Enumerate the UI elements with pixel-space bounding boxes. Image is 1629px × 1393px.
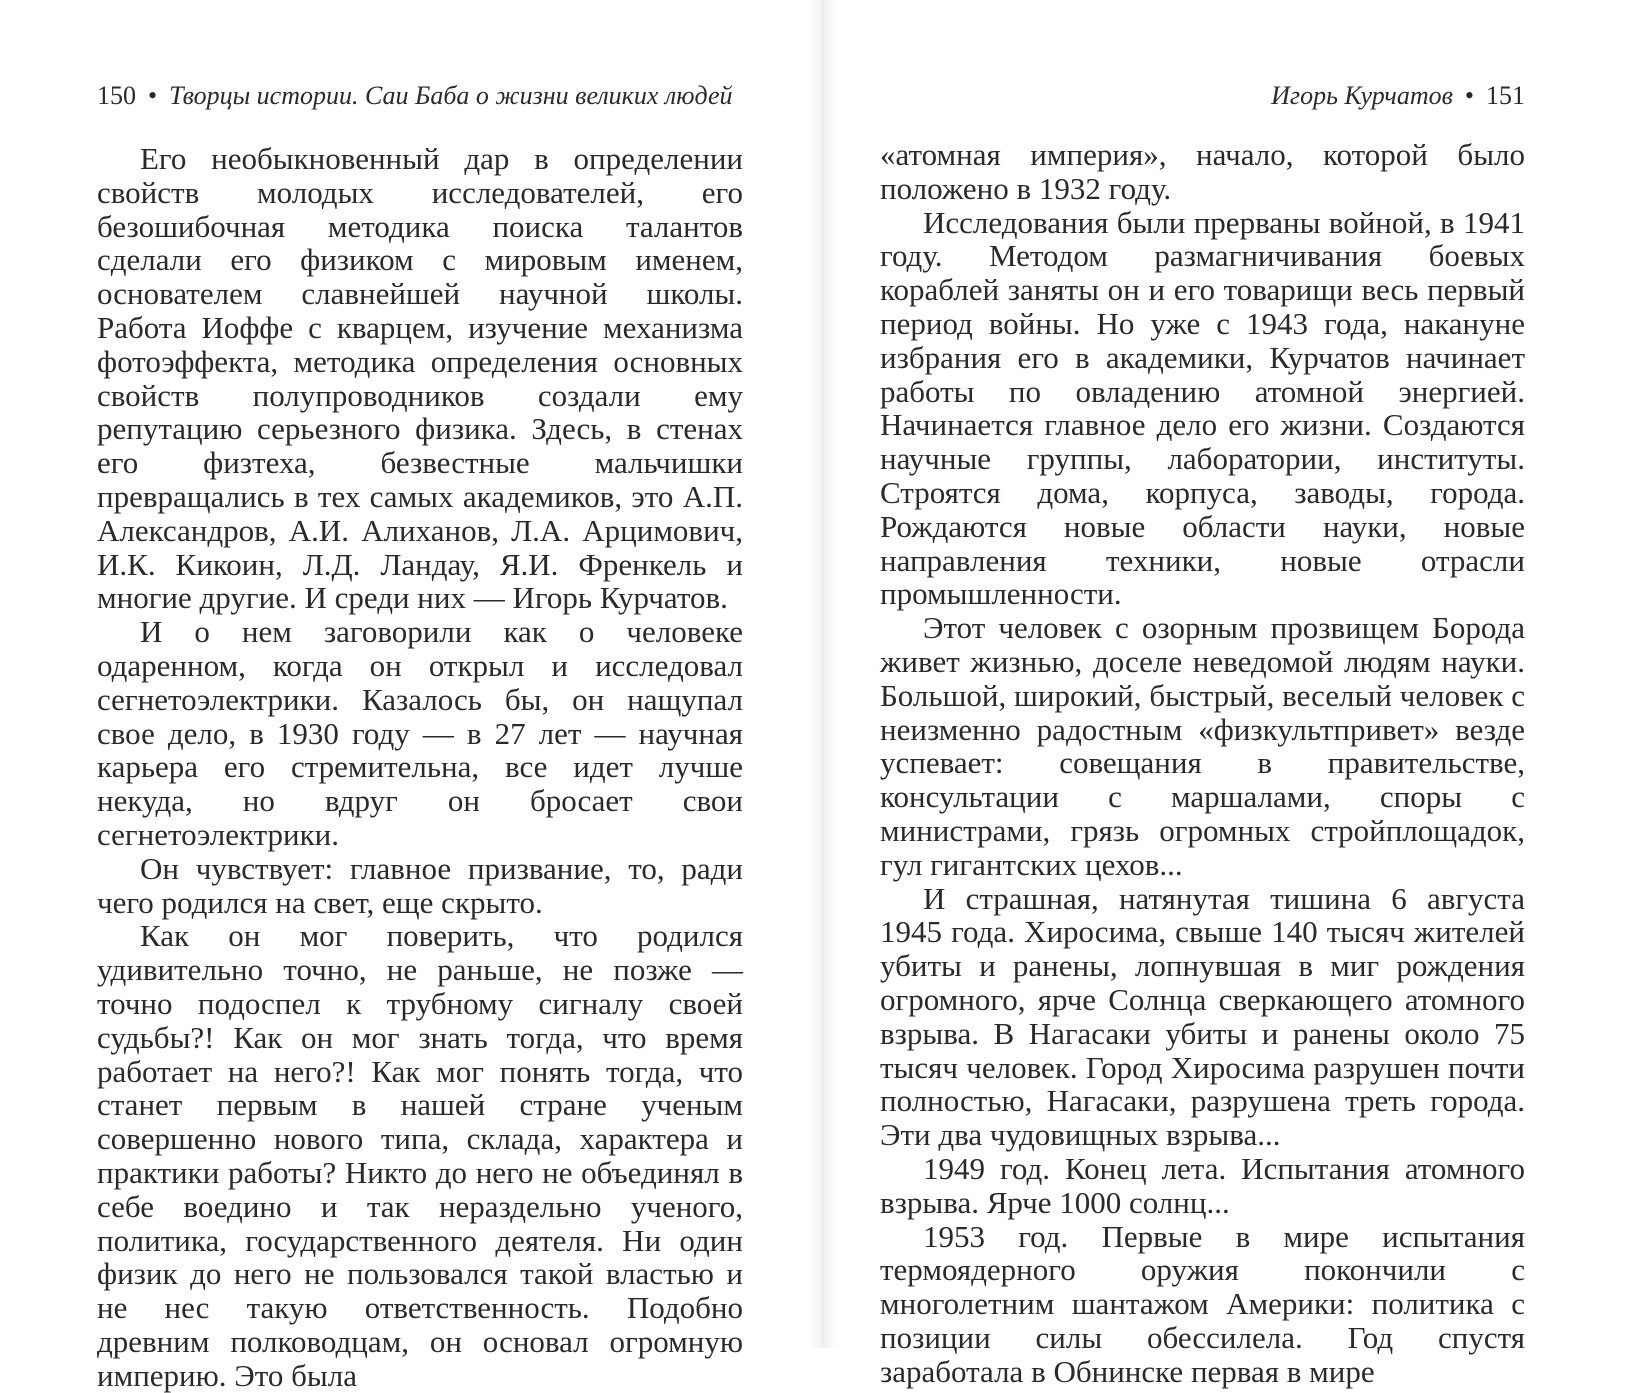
paragraph: 1953 год. Первые в мире испытания термоядерного оружия покончили с многолетним шантажом Америки: политика с позиции силы обессилела. Год спустя заработала в Обнинске первая в мире <box>880 1218 1525 1389</box>
left-body-text <box>97 142 743 1392</box>
left-running-title: Творцы истории. Саи Баба о жизни великих людей <box>169 81 733 110</box>
right-running-title: Игорь Курчатов <box>1271 81 1453 110</box>
right-page <box>880 0 1525 1389</box>
left-page <box>97 0 743 1393</box>
paragraph: Он чувствует: главное призвание, то, ради чего родился на свет, еще скрыто. <box>97 850 743 920</box>
paragraph: Его необыкновенный дар в определении свойств молодых исследователей, его безошибочная методика поиска талантов сделали его физиком с мировым именем, основателем славнейшей научной школы. Работа Иоффе с кварцем, изучение механизма фотоэффекта, методика определения основных свойств полупроводников создали ему репутацию серьезного физика. Здесь, в стенах его физтеха, безвестные мальчишки превращались в тех самых академиков, это А.П. Александров, А.И. Алиханов, Л.А. Арцимович, И.К. Кикоин, Л.Д. Ландау, Я.И. Френкель и многие другие. И среди них — Игорь Курчатов. <box>97 141 743 616</box>
continued-paragraph: «атомная империя», начало, которой было положено в 1932 году. <box>880 137 1525 206</box>
paragraph: 1949 год. Конец лета. Испытания атомного взрыва. Ярче 1000 солнц... <box>880 1150 1525 1220</box>
right-body-text <box>880 138 1525 1388</box>
paragraph: И о нем заговорили как о человеке одаренном, когда он открыл и исследовал сегнетоэлектрики. Казалось бы, он нащупал свое дело, в 1930 году — в 27 лет — научная карьера его стремительна, все идет лучше некуда, но вдруг он бросает свои сегнетоэлектрики. <box>97 614 743 852</box>
right-running-head <box>880 78 1525 114</box>
paragraph: Этот человек с озорным прозвищем Борода живет жизнью, доселе неведомой людям науки. Большой, широкий, быстрый, веселый человек с неизменно радостным «физкультпривет» везде успевает: совещания в правительстве, консультации с маршалами, споры с министрами, грязь огромных стройплощадок, гул гигантских цехов... <box>880 610 1525 882</box>
right-head-separator: • <box>1464 81 1474 110</box>
paragraph: И страшная, натянутая тишина 6 августа 1945 года. Хиросима, свыше 140 тысяч жителей убиты и ранены, лопнувшая в миг рождения огромного, ярче Солнца сверкающего атомного взрыва. В Нагасаки убиты и ранены около 75 тысяч человек. Город Хиросима разрушен почти полностью, Нагасаки, разрушена треть города. Эти два чудовищных взрыва... <box>880 880 1525 1153</box>
left-page-number: 150 <box>97 81 136 110</box>
left-running-head <box>97 78 743 114</box>
book-gutter <box>808 0 838 1348</box>
paragraph: Исследования были прерваны войной, в 1941 году. Методом размагничивания боевых кораблей заняты он и его товарищи весь первый период войны. Но уже с 1943 года, накануне избрания его в академики, Курчатов начинает работы по овладению атомной энергией. Начинается главное дело его жизни. Создаются научные группы, лаборатории, институты. Строятся дома, корпуса, заводы, города. Рождаются новые области науки, новые направления техники, новые отрасли промышленности. <box>880 204 1525 612</box>
right-page-number: 151 <box>1486 81 1525 110</box>
paragraph: Как он мог поверить, что родился удивительно точно, не раньше, не позже — точно подоспел к трубному сигналу своей судьбы?! Как он мог знать тогда, что время работает на него?! Как мог понять тогда, что станет первым в нашей стране ученым совершенно нового типа, склада, характера и практики работы? Никто до него не объединял в себе воедино и так нераздельно ученого, политика, государственного деятеля. Ни один физик до него не пользовался такой властью и не нес такую ответственность. Подобно древним полководцам, он основал огромную империю. Это была <box>97 918 743 1393</box>
left-head-separator: • <box>148 81 158 110</box>
